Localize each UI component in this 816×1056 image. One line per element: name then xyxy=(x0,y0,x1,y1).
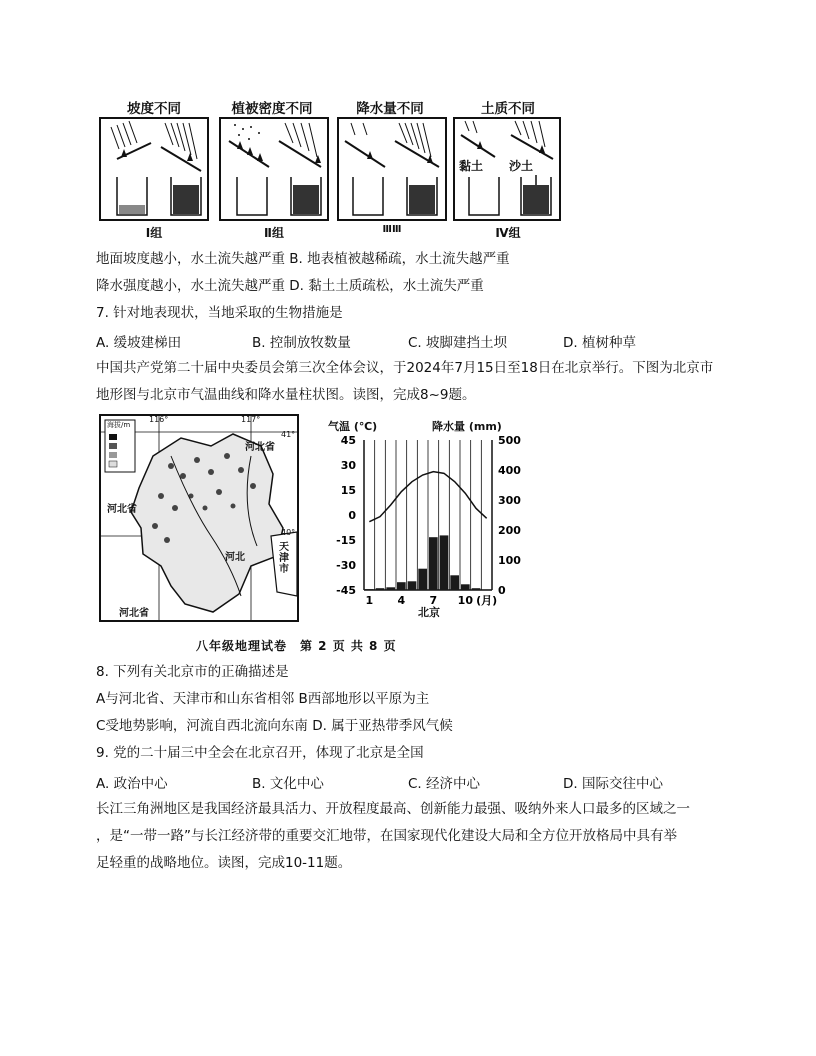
map-lat-40: 40° xyxy=(281,528,296,537)
precip-tick-label: 100 xyxy=(498,554,521,567)
intro-10-11-line2: ，是“一带一路”与长江经济带的重要交汇地带，在国家现代化建设大局和全方位开放格局中具有举 xyxy=(96,828,677,844)
q6-options-line1: 地面坡度越小，水土流失越严重 B. 地表植被越稀疏，水土流失越严重 xyxy=(96,251,510,267)
q9-stem: 9. 党的二十届三中全会在北京召开，体现了北京是全国 xyxy=(96,745,424,761)
month-unit-label: (月) xyxy=(476,594,498,607)
temp-axis-label: 气温 (℃) xyxy=(328,420,378,433)
group3-illustration xyxy=(339,119,445,219)
beijing-climate-chart xyxy=(320,418,530,618)
group1-panel xyxy=(99,117,209,221)
temp-tick-label: -15 xyxy=(336,534,356,547)
group2-illustration xyxy=(221,119,327,219)
q7-option-b: B. 控制放牧数量 xyxy=(252,335,351,351)
map-legend-title: 海拔/m xyxy=(107,421,131,429)
q9-option-b: B. 文化中心 xyxy=(252,776,324,792)
map-label-hebei-ne: 河北省 xyxy=(245,442,275,453)
temp-tick-label: -45 xyxy=(336,584,356,597)
month-tick-label: 7 xyxy=(429,594,438,607)
precip-bar xyxy=(429,537,438,590)
beijing-terrain-map xyxy=(99,414,299,622)
precip-tick-label: 500 xyxy=(498,434,521,447)
group4-title: 土质不同 xyxy=(481,101,535,117)
precip-tick-label: 300 xyxy=(498,494,521,507)
group3-label: ⅢⅢ xyxy=(382,224,402,235)
precip-bar xyxy=(472,588,481,590)
intro-8-9-line1: 中国共产党第二十届中央委员会第三次全体会议，于2024年7月15日至18日在北京举行。下图为北京市 xyxy=(96,360,714,376)
group3-panel xyxy=(337,117,447,221)
q8-options-line2: C受地势影响，河流自西北流向东南 D. 属于亚热带季风气候 xyxy=(96,718,453,734)
map-label-hebei-w: 河北省 xyxy=(107,504,137,515)
precip-bar xyxy=(397,582,406,590)
temp-tick-label: 15 xyxy=(340,484,356,497)
group4-soil-left-label: 黏土 xyxy=(459,159,484,173)
page-footer: 八年级地理试卷 第 2 页 共 8 页 xyxy=(196,639,397,653)
map-lon-117: 117° xyxy=(241,415,261,424)
group4-soil-right-label: 沙土 xyxy=(509,159,534,173)
group2-label: Ⅱ组 xyxy=(264,226,284,240)
precip-bar xyxy=(386,587,395,590)
month-tick-label: 1 xyxy=(365,594,374,607)
intro-10-11-line3: 足轻重的战略地位。读图，完成10-11题。 xyxy=(96,855,352,871)
q9-option-d: D. 国际交往中心 xyxy=(563,776,663,792)
precip-bar xyxy=(461,584,470,590)
q8-stem: 8. 下列有关北京市的正确描述是 xyxy=(96,664,289,680)
precip-bar xyxy=(482,589,491,590)
temp-tick-label: -30 xyxy=(336,559,356,572)
x-axis-title: 北京 xyxy=(418,606,440,619)
precip-bar xyxy=(418,569,427,590)
month-tick-label: 10 xyxy=(457,594,473,607)
precip-axis-label: 降水量 (mm) xyxy=(432,420,502,433)
climate-chart-svg xyxy=(320,418,530,618)
month-tick-label: 4 xyxy=(397,594,406,607)
intro-8-9-line2: 地形图与北京市气温曲线和降水量柱状图。读图，完成8~9题。 xyxy=(96,387,476,403)
precip-bar xyxy=(365,589,374,590)
group4-label: Ⅳ组 xyxy=(495,226,521,240)
precip-bar xyxy=(450,575,459,590)
group1-label: Ⅰ组 xyxy=(145,226,163,240)
intro-10-11-line1: 长江三角洲地区是我国经济最具活力、开放程度最高、创新能力最强、吸纳外来人口最多的区域之一 xyxy=(96,801,690,817)
q6-options-line2: 降水强度越小，水土流失越严重 D. 黏土土质疏松，水土流失严重 xyxy=(96,278,484,294)
q9-option-c: C. 经济中心 xyxy=(408,776,481,792)
map-lon-116: 116° xyxy=(149,415,169,424)
q7-option-d: D. 植树种草 xyxy=(563,335,636,351)
group1-title: 坡度不同 xyxy=(127,101,181,117)
group4-panel xyxy=(453,117,561,221)
temp-tick-label: 0 xyxy=(348,509,356,522)
group2-panel xyxy=(219,117,329,221)
temp-tick-label: 45 xyxy=(340,434,356,447)
q9-option-a: A. 政治中心 xyxy=(96,776,168,792)
precip-bar xyxy=(408,581,417,590)
precip-tick-label: 200 xyxy=(498,524,521,537)
map-label-hebei-mid: 河北 xyxy=(225,552,245,563)
q8-options-line1: A与河北省、天津市和山东省相邻 B西部地形以平原为主 xyxy=(96,691,430,707)
q7-option-a: A. 缓坡建梯田 xyxy=(96,335,182,351)
map-lat-41: 41° xyxy=(281,430,296,439)
group3-title: 降水量不同 xyxy=(356,101,424,117)
q7-stem: 7. 针对地表现状，当地采取的生物措施是 xyxy=(96,305,343,321)
q7-option-c: C. 坡脚建挡土坝 xyxy=(408,335,508,351)
group2-title: 植被密度不同 xyxy=(231,101,313,117)
map-label-tianjin: 天津市 xyxy=(279,542,289,575)
map-label-hebei-s: 河北省 xyxy=(119,608,149,619)
temp-tick-label: 30 xyxy=(340,459,356,472)
precip-tick-label: 0 xyxy=(498,584,506,597)
precip-tick-label: 400 xyxy=(498,464,521,477)
precip-bar xyxy=(376,588,385,590)
precip-bar xyxy=(440,535,449,590)
group1-illustration xyxy=(101,119,207,219)
